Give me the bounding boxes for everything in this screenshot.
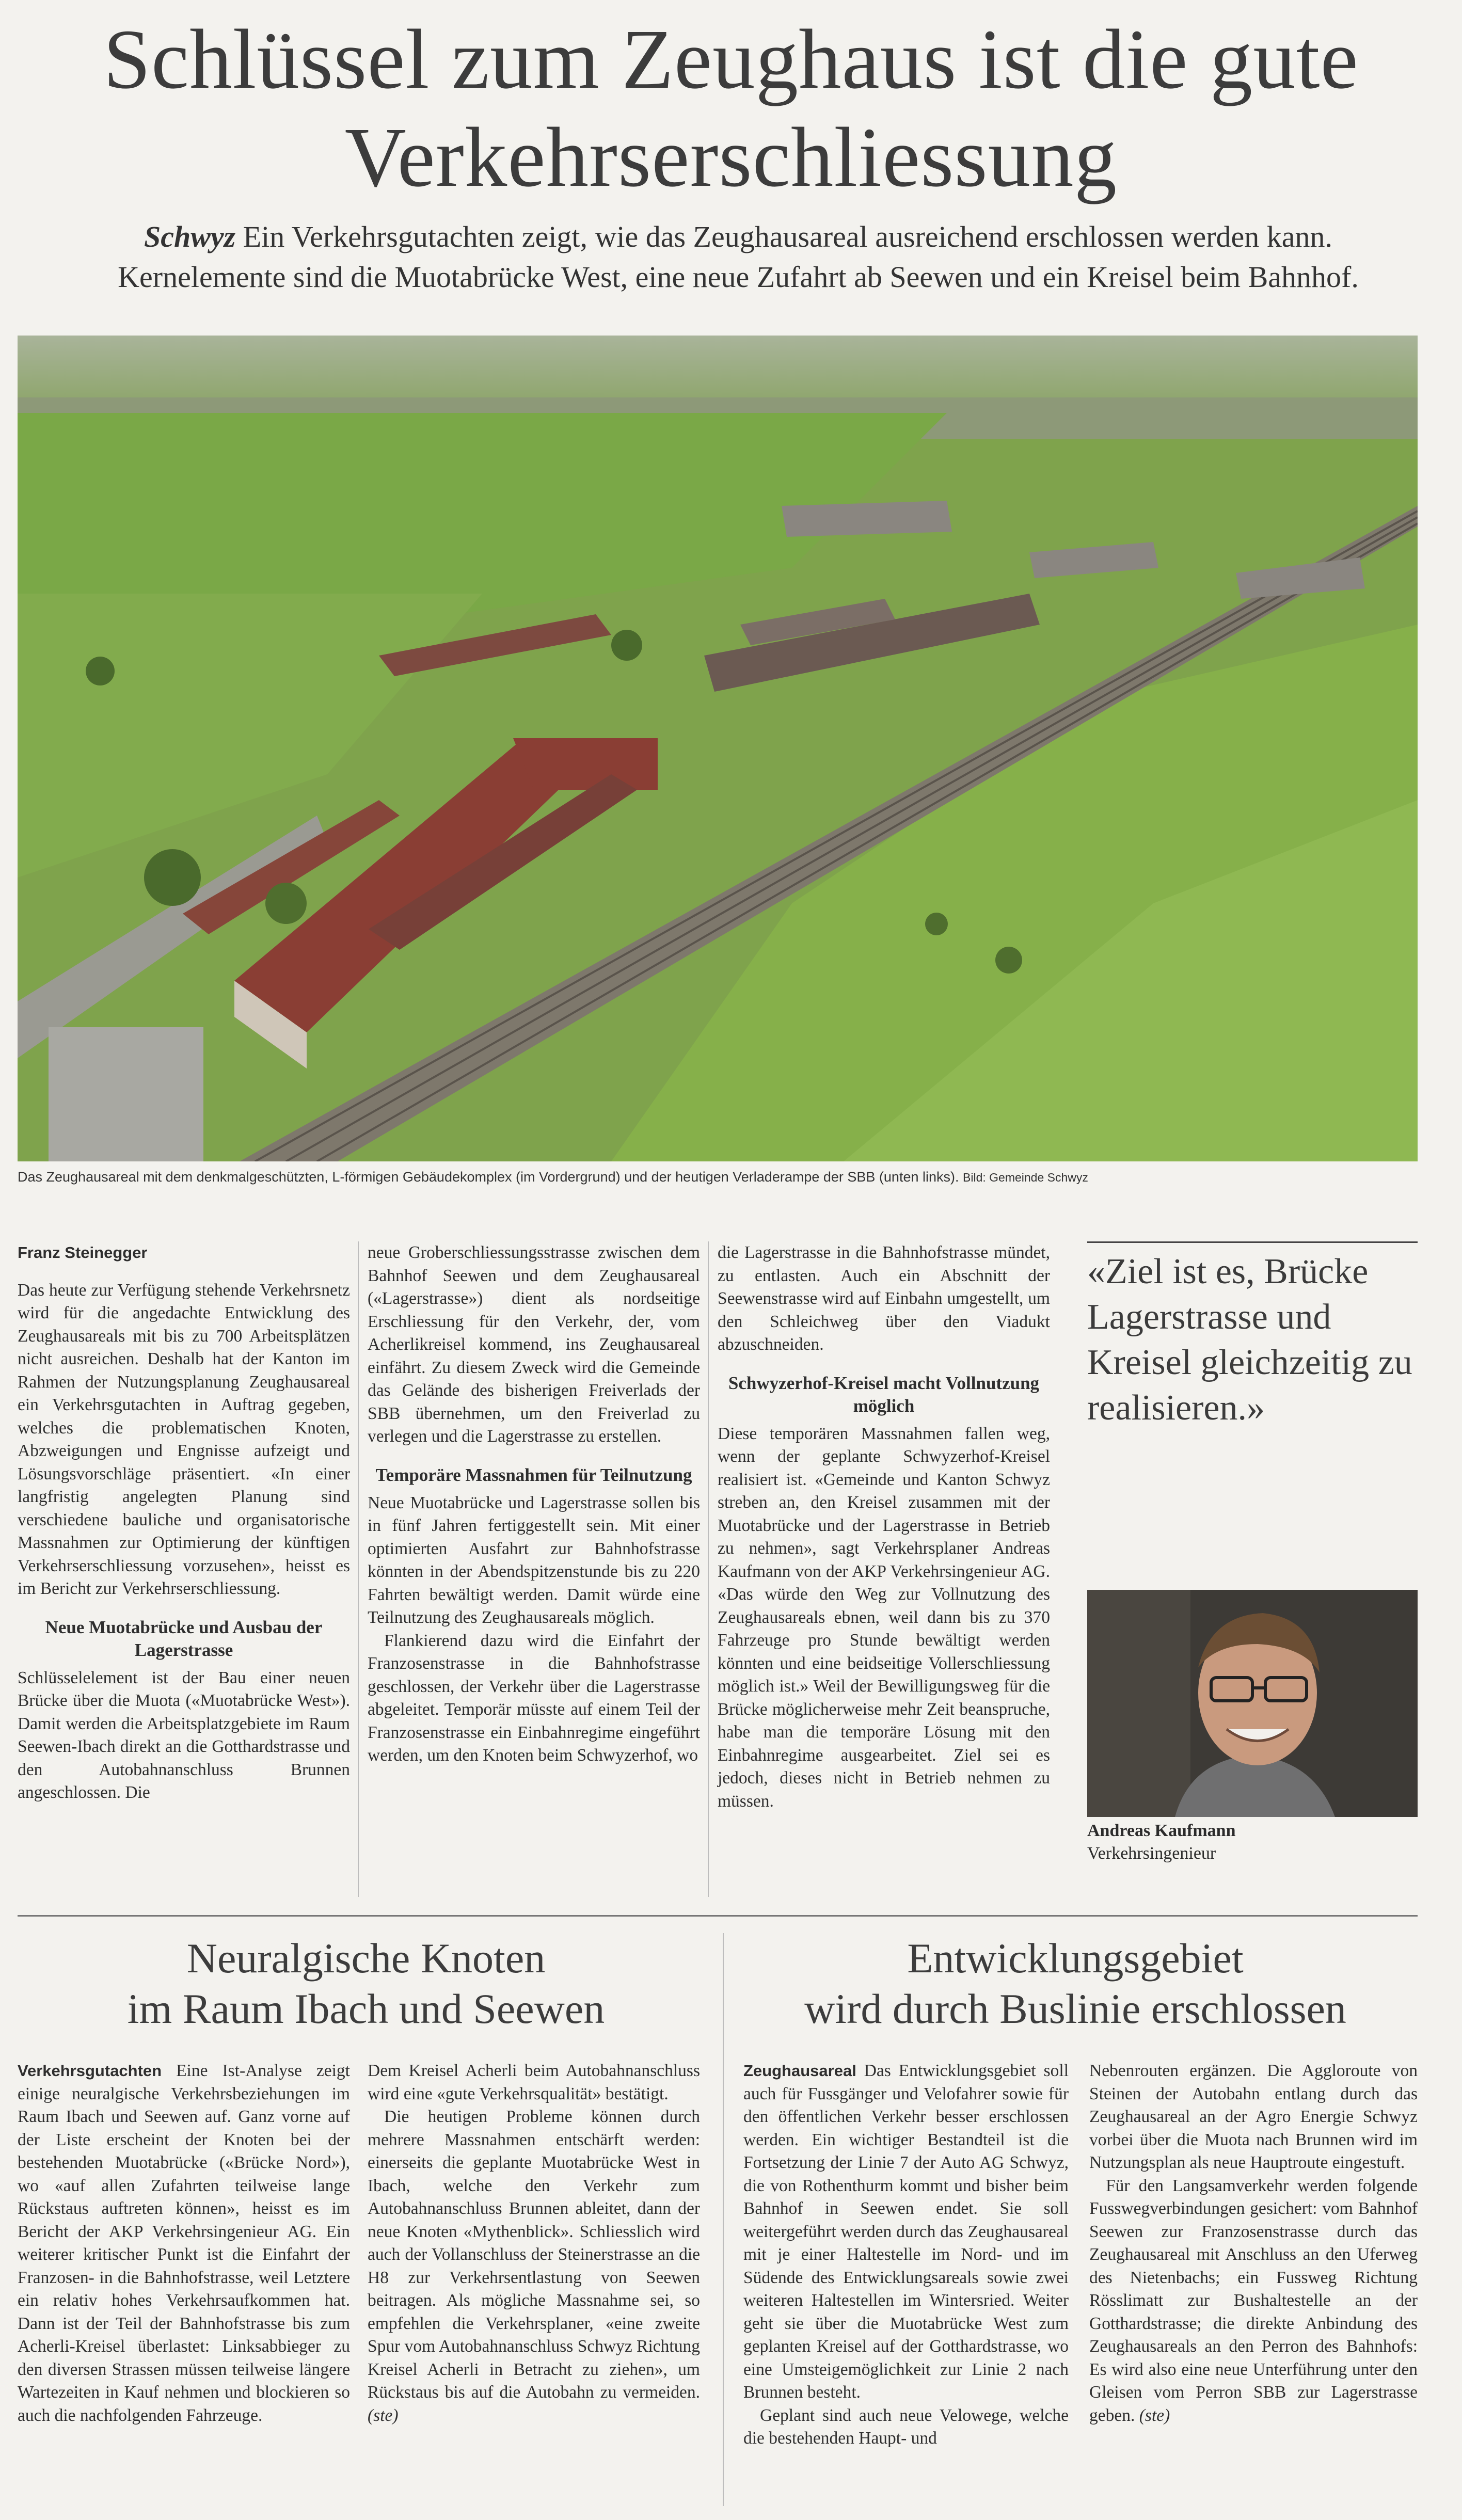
box1-col2-paragraph-1: Dem Kreisel Acherli beim Autobahnanschluss wird eine «gute Verkehrsqualität» bestätigt. — [368, 2061, 700, 2103]
dek — [62, 217, 1415, 297]
box2-col1-paragraph-2: Geplant sind auch neue Velowege, welche die bestehenden Haupt- und — [743, 2405, 1069, 2448]
aerial-photo — [18, 336, 1418, 1161]
col2-paragraph-1: neue Groberschliessungsstrasse zwischen dem Bahnhof Seewen und dem Zeughausareal («Lagerstrasse») dient als nordseitige Erschliessung für den Verkehr, der, vom Acherlikreisel kommend, ins Zeughausareal einfährt. Zu diesem Zweck wird die Gemeinde das Gelände des bisherigen Freiverlads der SBB übernehmen, um den Freiverlad zu verlegen und die Lagerstrasse zu erstellen. — [368, 1243, 700, 1446]
quote-top-rule — [1087, 1241, 1418, 1243]
photo-caption — [18, 1168, 1418, 1187]
portrait-name: Andreas Kaufmann — [1087, 1821, 1236, 1840]
portrait-role: Verkehrsingenieur — [1087, 1844, 1216, 1863]
article-column-3 — [718, 1241, 1050, 1813]
box2-title — [733, 1933, 1418, 2034]
box2-signature: (ste) — [1139, 2405, 1170, 2425]
portrait-photo — [1087, 1590, 1418, 1817]
aerial-photo-illustration — [18, 336, 1418, 1161]
box1-title — [18, 1933, 714, 2034]
portrait-illustration — [1087, 1590, 1418, 1817]
box1-column-2 — [368, 2060, 700, 2427]
article-column-1 — [18, 1241, 350, 1805]
col3-paragraph-2: Diese temporären Massnahmen fallen weg, wenn der geplante Schwyzerhof-Kreisel realisiert ist. «Gemeinde und Kanton Schwyz streben an, den Kreisel zusammen mit der Muotabrücke und der Lagerstrasse in Betrieb zu nehmen», sagt Verkehrsplaner Andreas Kaufmann von der AKP Verkehrsingenieur AG. «Das würde den Weg zur Vollnutzung des Zeughausareals ebnen, weil dann bis zu 370 Fahrzeuge pro Stunde bewältigt werden könnten und eine beidseitige Vollerschliessung möglich ist.» Weil der Bewilligungsweg für die Brücke möglicherweise mehr Zeit beanspruche, habe man die temporäre Lösung mit den Einbahnregime ausgearbeitet. Ziel sei es jedoch, dieses nicht in Betrieb nehmen zu müssen. — [718, 1424, 1050, 1811]
col1-paragraph-1: Das heute zur Verfügung stehende Verkehrsnetz wird für die angedachte Entwicklung des Zeughausareals mit bis zu 700 Arbeitsplätzen nicht ausreichen. Deshalb hat der Kanton im Rahmen der Nutzungsplanung Zeughausareal ein Verkehrsgutachten in Auftrag gegeben, welches die problematischen Knoten, Abzweigungen und Engnisse aufzeigt und Lösungsvorschläge präsentiert. «In einer langfristig angelegten Planung sind verschiedene bauliche und organisatorische Massnahmen zur Optimierung der künftigen Verkehrserschliessung vorzusehen», heisst es im Bericht zur Verkehrserschliessung. — [18, 1280, 350, 1598]
subhead-muotabruecke: Neue Muotabrücke und Ausbau der Lagerstrasse — [45, 1617, 323, 1660]
photo-caption-text: Das Zeughausareal mit dem denkmalgeschützten, L-förmigen Gebäudekomplex (im Vordergrund) und der heutigen Verladerampe der SBB (unten links). — [18, 1169, 959, 1185]
byline: Franz Steinegger — [18, 1243, 148, 1262]
column-rule — [708, 1241, 709, 1897]
box1-column-1 — [18, 2060, 350, 2427]
box1-col2-paragraph-2: Die heutigen Probleme können durch mehrere Massnahmen entschärft werden: einerseits die geplante Muotabrücke West in Ibach, welche den Verkehr zum Autobahnanschluss Brunnen ableitet, dann der neue Knoten «Mythenblick». Schliesslich wird auch der Vollanschluss der Steinerstrasse an die H8 zur Verkehrsentlastung von Seewen beitragen. Als mögliche Massnahme sei, so empfehlen die Verkehrsplaner, «eine zweite Spur vom Autobahnanschluss Schwyz Richtung Kreisel Acherli in Betracht zu ziehen», um Rückstaus bis auf die Autobahn zu vermeiden. — [368, 2107, 700, 2402]
column-rule — [358, 1241, 359, 1897]
headline: Schlüssel zum Zeughaus ist die gute Verkehrserschliessung — [103, 12, 1359, 204]
box1-col1-paragraph: Eine Ist-Analyse zeigt einige neuralgische Verkehrsbeziehungen im Raum Ibach und Seewen auf. Ganz vorne auf der Liste erscheint der Knoten bei der bestehenden Muotabrücke («Brücke Nord»), wo «auf allen Zufahrten teilweise lange Rückstaus auftreten können», heisst es im Bericht der AKP Verkehrsingenieur AG. Ein weiterer kritischer Punkt ist die Einfahrt der Franzosen- in die Bahnhofstrasse, weil Letztere ein relativ hohes Verkehrsaufkommen hat. Dann ist der Teil der Bahnhofstrasse bis zum Acherli-Kreisel überlastet: Linksabbieger zu den diversen Strassen müssen teilweise längere Wartezeiten in Kauf nehmen und blockieren so auch die nachfolgenden Fahrzeuge. — [18, 2061, 350, 2425]
pull-quote: «Ziel ist es, Brücke Lagerstrasse und Kreisel gleichzeitig zu realisieren.» — [1087, 1252, 1412, 1428]
section-separator — [18, 1915, 1418, 1917]
col2-paragraph-3: Flankierend dazu wird die Einfahrt der Franzosenstrasse in die Bahnhofstrasse geschlossen, der Verkehr über die Lagerstrasse abgeleitet. Temporär müsste auf einem Teil der Franzosenstrasse ein Einbahnregime eingeführt werden, um den Knoten beim Schwyzerhof, wo — [368, 1631, 700, 1765]
photo-credit: Bild: Gemeinde Schwyz — [963, 1171, 1088, 1184]
subhead-schwyzerhof-kreisel: Schwyzerhof-Kreisel macht Vollnutzung möglich — [728, 1373, 1040, 1416]
dek-text: Ein Verkehrsgutachten zeigt, wie das Zeughausareal ausreichend erschlossen werden kann. Kernelemente sind die Muotabrücke West, eine neue Zufahrt ab Seewen und ein Kreisel beim Bahnhof. — [118, 220, 1359, 294]
box2-title-line2: wird durch Buslinie erschlossen — [804, 1985, 1346, 2032]
box-divider — [723, 1933, 724, 2506]
box1-title-line1: Neuralgische Knoten — [186, 1935, 546, 1982]
subhead-temporaere-massnahmen: Temporäre Massnahmen für Teilnutzung — [375, 1464, 692, 1485]
box1-title-line2: im Raum Ibach und Seewen — [127, 1985, 605, 2032]
box2-column-1 — [743, 2060, 1069, 2450]
box2-col2-paragraph-2: Für den Langsamverkehr werden folgende Fusswegverbindungen gesichert: vom Bahnhof Seewen zur Franzosenstrasse durch das Zeughausareal mit Anschluss an den Uferweg des Nietenbachs; ein Fussweg Richtung Rösslimatt zur Bushaltestelle an der Gotthardstrasse; die direkte Anbindung des Zeughausareals an den Perron des Bahnhofs: Es wird also eine neue Unterführung unter den Gleisen vom Perron SBB zur Lagerstrasse geben. — [1089, 2176, 1418, 2425]
box1-lead: Verkehrsgutachten — [18, 2062, 162, 2080]
box1-signature: (ste) — [368, 2405, 399, 2425]
col3-paragraph-1: die Lagerstrasse in die Bahnhofstrasse mündet, zu entlasten. Auch ein Abschnitt der Seewenstrasse wird auf Einbahn umgestellt, um den Schleichweg über den Viadukt abzuschneiden. — [718, 1243, 1050, 1354]
col2-paragraph-2: Neue Muotabrücke und Lagerstrasse sollen bis in fünf Jahren fertiggestellt sein. Mit einer optimierten Ausfahrt zur Bahnhofstrasse könnten in der Abendspitzenstunde bis zu 220 Fahrten bewältigt werden. Damit würde eine Teilnutzung des Zeughausareals möglich. — [368, 1493, 700, 1627]
box2-col1-paragraph-1: Das Entwicklungsgebiet soll auch für Fussgänger und Velofahrer sowie für den öffentlichen Verkehr besser erschlossen werden. Ein wichtiger Bestandteil ist die Fortsetzung der Linie 7 der Auto AG Schwyz, die von Rothenthurm kommt und bisher beim Bahnhof in Seewen endet. Sie soll weitergeführt werden durch das Zeughausareal mit je einer Haltestelle im Nord- und im Südende des Entwicklungsareals sowie zwei weiteren Haltestellen im Wintersried. Weiter geht sie über die Muotabrücke West zum geplanten Kreisel auf der Gotthardstrasse, wo eine Umsteigemöglichkeit zur Linie 2 nach Brunnen besteht. — [743, 2061, 1069, 2402]
box2-column-2 — [1089, 2060, 1418, 2427]
article-column-2 — [368, 1241, 700, 1767]
col1-paragraph-2: Schlüsselelement ist der Bau einer neuen Brücke über die Muota («Muotabrücke West»). Damit werden die Arbeitsplatzgebiete im Raum Seewen-Ibach direkt an die Gotthardstrasse und den Autobahnanschluss Brunnen angeschlossen. Die — [18, 1668, 350, 1802]
dek-location: Schwyz — [144, 220, 236, 253]
box2-lead: Zeughausareal — [743, 2062, 856, 2080]
box2-title-line1: Entwicklungsgebiet — [907, 1935, 1244, 1982]
box2-col2-paragraph-1: Nebenrouten ergänzen. Die Aggloroute von Steinen der Autobahn entlang durch das Zeughausareal an der Agro Energie Schwyz vorbei über die Muota nach Brunnen wird im Nutzungsplan als neue Hauptroute eingestuft. — [1089, 2061, 1418, 2172]
